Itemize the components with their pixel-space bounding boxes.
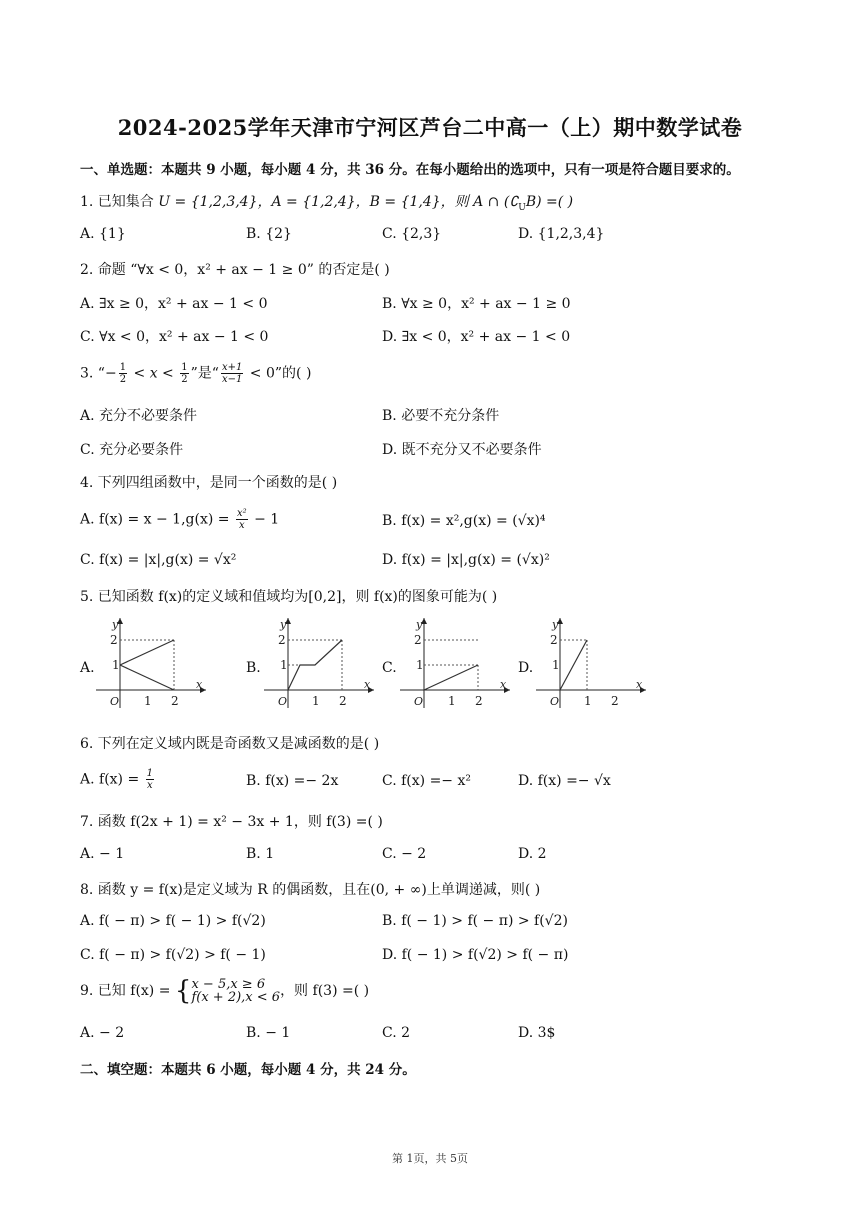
q3-half-num-right: 1 (181, 362, 188, 373)
piecewise-brace-icon: { (174, 976, 192, 1006)
q4-option-d[interactable]: D. f(x) = |x|,g(x) = (√x)² (382, 552, 550, 568)
x-tick-1: 1 (448, 694, 456, 708)
q9-case-1: x − 5,x ≥ 6 (191, 977, 266, 992)
y-tick-2: 2 (110, 633, 118, 647)
q3-option-a[interactable]: A. 充分不必要条件 (80, 408, 198, 424)
question-7-stem: 7. 函数 f(2x + 1) = x² − 3x + 1，则 f(3) =( ) (80, 814, 383, 830)
x-tick-2: 2 (339, 694, 347, 708)
origin-label: O (414, 695, 424, 708)
q3-option-c[interactable]: C. 充分必要条件 (80, 442, 184, 458)
q8-option-b[interactable]: B. f( − 1) > f( − π) > f(√2) (382, 913, 568, 929)
y-tick-1: 1 (112, 658, 120, 672)
q9-prefix: 9. 已知 f(x) = (80, 983, 171, 999)
q6-option-a-fraction (146, 768, 154, 791)
graph-segment (424, 665, 478, 690)
q3-rational-fraction (221, 362, 243, 385)
page-footer: 第 1页，共 5页 (392, 1152, 468, 1165)
q1-stem-prefix: 1. 已知集合 (80, 194, 154, 210)
x-tick-2: 2 (171, 694, 179, 708)
question-6-stem: 6. 下列在定义域内既是奇函数又是减函数的是( ) (80, 736, 380, 752)
q5-option-d-label[interactable]: D. (518, 660, 534, 676)
x-tick-1: 1 (312, 694, 320, 708)
q9-option-b[interactable]: B. − 1 (246, 1025, 291, 1041)
q4-option-a[interactable] (80, 508, 279, 531)
question-9-stem (80, 978, 369, 1004)
q3-stem-tail: < 0”的( ) (249, 365, 312, 382)
q3-half-fraction-left (119, 362, 127, 385)
q6-option-b[interactable]: B. f(x) =− 2x (246, 773, 339, 789)
q5-option-b-label[interactable]: B. (246, 660, 261, 676)
q3-inequality-mid: < x < (133, 365, 174, 382)
origin-label: O (550, 695, 560, 708)
q6-option-a[interactable] (80, 768, 156, 791)
y-tick-1: 1 (416, 658, 424, 672)
y-axis-label: y (280, 618, 287, 631)
q4-option-a-den: x (238, 520, 245, 531)
q1-option-d[interactable]: D. {1,2,3,4} (518, 226, 605, 242)
y-tick-1: 1 (280, 658, 288, 672)
q5-option-c-label[interactable]: C. (382, 660, 397, 676)
q1-stem-math: U = {1,2,3,4}，A = {1,2,4}，B = {1,4}，则 A ∩ (∁ (158, 194, 519, 210)
graph-segment (560, 640, 587, 690)
y-tick-2: 2 (550, 633, 558, 647)
q8-option-c[interactable]: C. f( − π) > f(√2) > f( − 1) (80, 947, 266, 963)
q6-option-c[interactable]: C. f(x) =− x² (382, 773, 471, 789)
graph-segment (120, 640, 174, 665)
q5-graph-b (262, 612, 382, 712)
page-title: 2024-2025学年天津市宁河区芦台二中高一（上）期中数学试卷 (117, 115, 743, 140)
q1-option-c[interactable]: C. {2,3} (382, 226, 442, 242)
section-single-choice-header: 一、单选题：本题共 9 小题，每小题 4 分，共 36 分。在每小题给出的选项中，只有一项是符合题目要求的。 (80, 162, 740, 178)
q3-open-quote: 3. “ (80, 365, 105, 382)
q4-option-a-fraction (236, 508, 248, 531)
q6-option-a-pre: A. f(x) = (80, 771, 140, 788)
q3-option-d[interactable]: D. 既不充分又不必要条件 (382, 442, 542, 458)
y-tick-2: 2 (278, 633, 286, 647)
q5-graph-a (94, 612, 214, 712)
q6-option-d[interactable]: D. f(x) =− √x (518, 773, 611, 789)
x-axis-label: x (196, 678, 203, 691)
q5-graph-d (534, 612, 654, 712)
question-5-stem: 5. 已知函数 f(x)的定义域和值域均为[0,2]，则 f(x)的图象可能为( ) (80, 589, 498, 605)
question-3-stem (80, 362, 311, 385)
y-axis-label: y (416, 618, 423, 631)
y-axis-label: y (552, 618, 559, 631)
q1-complement-subscript: U (518, 202, 526, 213)
y-axis-label: y (112, 618, 119, 631)
question-4-stem: 4. 下列四组函数中，是同一个函数的是( ) (80, 475, 338, 491)
y-tick-1: 1 (552, 658, 560, 672)
q8-option-a[interactable]: A. f( − π) > f( − 1) > f(√2) (80, 913, 266, 929)
y-tick-2: 2 (414, 633, 422, 647)
q3-minus: − (104, 365, 117, 382)
q2-option-b[interactable]: B. ∀x ≥ 0，x² + ax − 1 ≥ 0 (382, 296, 571, 312)
question-2-stem: 2. 命题 “∀x < 0，x² + ax − 1 ≥ 0” 的否定是( ) (80, 262, 390, 278)
question-1-stem (80, 191, 573, 213)
q4-option-a-num: x² (236, 508, 247, 519)
x-axis-label: x (500, 678, 507, 691)
q3-rational-num: x+1 (221, 362, 243, 373)
q9-option-c[interactable]: C. 2 (382, 1025, 411, 1041)
q9-option-a[interactable]: A. − 2 (80, 1025, 125, 1041)
q7-option-c[interactable]: C. − 2 (382, 846, 427, 862)
x-tick-2: 2 (611, 694, 619, 708)
section-fill-blank-header: 二、填空题：本题共 6 小题，每小题 4 分，共 24 分。 (80, 1062, 416, 1078)
q3-option-b[interactable]: B. 必要不充分条件 (382, 408, 500, 424)
q3-half-fraction-right (180, 362, 188, 385)
q3-half-den: 2 (119, 374, 127, 385)
q6-option-a-num: 1 (146, 768, 154, 779)
q3-quote-is: ”是“ (190, 365, 219, 382)
q1-option-a[interactable]: A. {1} (80, 226, 126, 242)
q7-option-b[interactable]: B. 1 (246, 846, 275, 862)
q4-option-a-pre: A. f(x) = x − 1,g(x) = (80, 511, 230, 528)
q7-option-d[interactable]: D. 2 (518, 846, 547, 862)
x-axis-label: x (636, 678, 643, 691)
x-tick-1: 1 (584, 694, 592, 708)
x-tick-1: 1 (144, 694, 152, 708)
q4-option-c[interactable]: C. f(x) = |x|,g(x) = √x² (80, 552, 237, 568)
origin-label: O (110, 695, 120, 708)
q9-tail: ，则 f(3) =( ) (280, 983, 370, 999)
q5-graph-c (398, 612, 518, 712)
q2-option-a[interactable]: A. ∃x ≥ 0，x² + ax − 1 < 0 (80, 296, 268, 312)
q5-option-a-label[interactable]: A. (80, 660, 95, 676)
q1-stem-end: B) =( ) (525, 194, 574, 210)
q9-option-d[interactable]: D. 3$ (518, 1025, 556, 1041)
q1-option-b[interactable]: B. {2} (246, 226, 292, 242)
x-axis-label: x (364, 678, 371, 691)
q8-option-d[interactable]: D. f( − 1) > f(√2) > f( − π) (382, 947, 569, 963)
q7-option-a[interactable]: A. − 1 (80, 846, 125, 862)
q9-case-2: f(x + 2),x < 6 (191, 990, 281, 1005)
graph-segment (120, 665, 174, 690)
q3-rational-den: x−1 (221, 374, 243, 385)
q9-piecewise-cases (191, 978, 280, 1004)
question-8-stem: 8. 函数 y = f(x)是定义域为 R 的偶函数，且在(0, + ∞)上单调递减，则( ) (80, 882, 541, 898)
q6-option-a-den: x (147, 780, 153, 791)
q3-half-den-right: 2 (181, 374, 188, 385)
q3-half-num: 1 (119, 362, 127, 373)
q2-option-d[interactable]: D. ∃x < 0，x² + ax − 1 < 0 (382, 329, 571, 345)
x-tick-2: 2 (475, 694, 483, 708)
q2-option-c[interactable]: C. ∀x < 0，x² + ax − 1 < 0 (80, 329, 269, 345)
origin-label: O (278, 695, 288, 708)
q4-option-a-post: − 1 (254, 511, 280, 528)
q4-option-b[interactable]: B. f(x) = x²,g(x) = (√x)⁴ (382, 513, 546, 529)
